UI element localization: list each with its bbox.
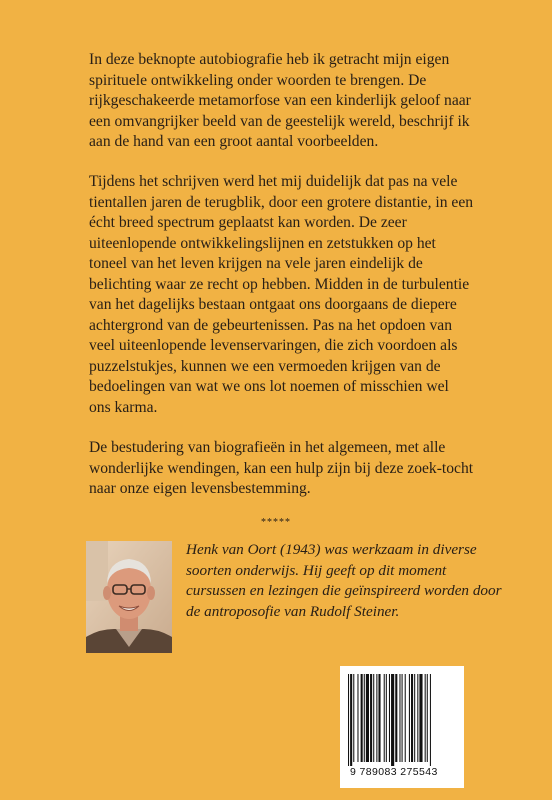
barcode-bar bbox=[389, 674, 390, 762]
barcode-bar bbox=[357, 674, 358, 762]
barcode-bar bbox=[370, 674, 372, 762]
barcode-bar bbox=[405, 674, 406, 762]
barcode-bar bbox=[409, 674, 410, 762]
isbn-barcode bbox=[340, 666, 464, 788]
closing-paragraph: De bestudering van biografieën in het algemeen, met alle wonderlijke wendingen, kan een hulp zijn bij deze zoek-tocht naar onze eigen levensbestemming. bbox=[89, 439, 474, 497]
barcode-bar bbox=[414, 674, 415, 762]
section-separator: ***** bbox=[261, 517, 291, 528]
barcode-bar bbox=[427, 674, 428, 762]
barcode-bar bbox=[419, 674, 422, 762]
isbn-number: 9 789083 275543 bbox=[350, 766, 438, 778]
barcode-bar bbox=[373, 674, 374, 762]
barcode-bar bbox=[386, 674, 387, 762]
barcode-bar bbox=[350, 674, 352, 766]
barcode-bar bbox=[399, 674, 400, 762]
barcode-bar bbox=[361, 674, 363, 762]
barcode-bar bbox=[402, 674, 403, 762]
barcode-bar bbox=[425, 674, 426, 762]
barcode-bar bbox=[378, 674, 380, 762]
barcode-bar bbox=[364, 674, 365, 762]
intro-paragraph: In deze beknopte autobiografie heb ik getracht mijn eigen spirituele ontwikkeling onder woorden te brengen. De rijkgeschakeerde metamorfose van een kinderlijk geloof naar een omvangrijker beeld van de geestelijk wereld, beschrijf ik aan de hand van een groot aantal voorbeelden. bbox=[89, 51, 471, 150]
author-bio: Henk van Oort (1943) was werkzaam in diverse soorten onderwijs. Hij geeft op dit moment cursussen en lezingen die geïnspireerd worden door de antroposofie van Rudolf Steiner. bbox=[186, 541, 502, 620]
barcode-bar bbox=[384, 674, 385, 762]
author-photo bbox=[86, 541, 172, 653]
barcode-bar bbox=[417, 674, 418, 762]
barcode-bar bbox=[391, 674, 394, 766]
barcode-bar bbox=[348, 674, 349, 766]
barcode-bar bbox=[366, 674, 369, 762]
body-paragraph: Tijdens het schrijven werd het mij duidelijk dat pas na vele tientallen jaren de terugblik, door een grotere distantie, in een écht breed spectrum geplaatst kan worden. De zeer uiteenlopende ontwikkelingslijnen en zetstukken op het toneel van het leven krijgen na vele jaren eindelijk de belichting waar ze recht op hebben. Midden in de turbulentie van het dagelijks bestaan ontgaat ons doorgaans de diepere achtergrond van de gebeurtenissen. Pas na het opdoen van veel uiteenlopende levenservaringen, die zich voordoen als puzzelstukjes, kunnen we een vermoeden krijgen van de bedoelingen van wat we ons lot noemen of misschien wel ons karma. bbox=[89, 173, 474, 416]
barcode-bar bbox=[430, 674, 431, 766]
barcode-bar bbox=[411, 674, 413, 762]
barcode-bar bbox=[376, 674, 377, 762]
barcode-bar bbox=[395, 674, 397, 762]
barcode-bar bbox=[353, 674, 354, 762]
